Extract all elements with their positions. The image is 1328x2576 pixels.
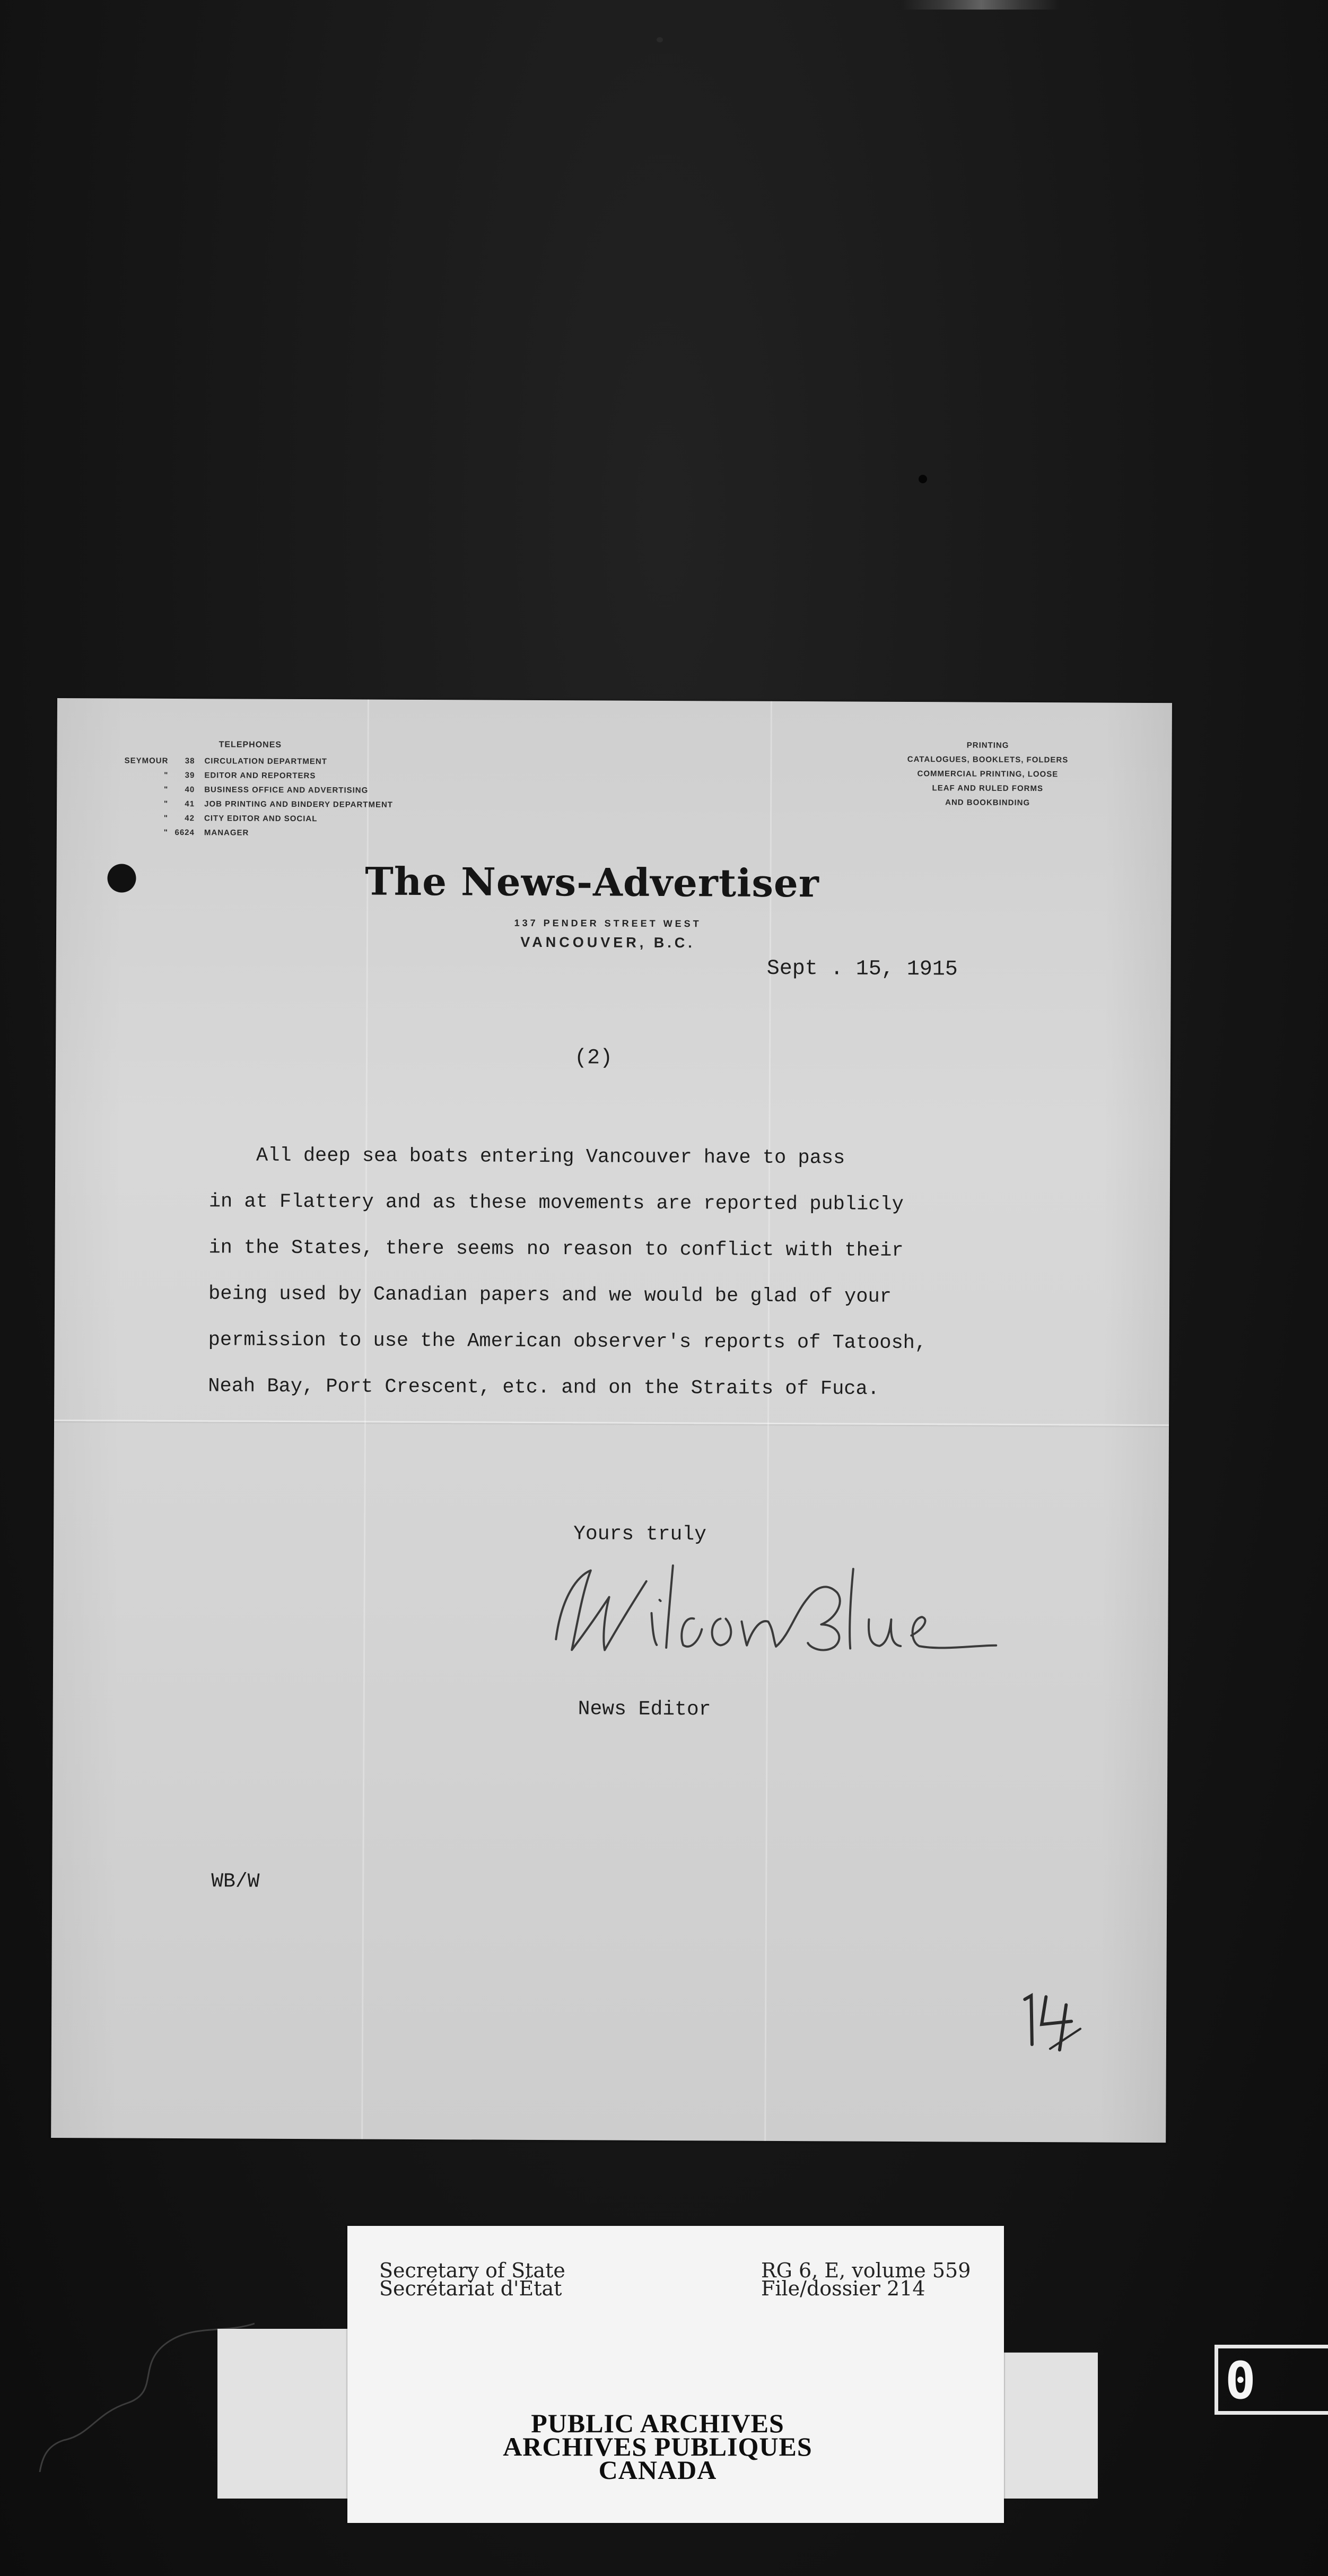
department-english: Secretary of State [379, 2259, 565, 2282]
printing-heading: PRINTING [966, 741, 1009, 750]
department-french: Secrétariat d'État [379, 2277, 562, 2300]
telephone-exchange: " [164, 785, 169, 794]
body-line: in the States, there seems no reason to conflict with their [208, 1237, 904, 1262]
telephone-number: 41 [185, 799, 195, 809]
telephone-number: 6624 [174, 828, 195, 838]
printing-line: LEAF AND RULED FORMS [932, 784, 1044, 794]
telephone-department: BUSINESS OFFICE AND ADVERTISING [204, 785, 369, 795]
telephone-entry [112, 753, 484, 769]
telephone-entry [112, 825, 484, 841]
record-group-reference: RG 6, E, volume 559 [761, 2259, 971, 2282]
printing-line: COMMERCIAL PRINTING, LOOSE [917, 769, 1059, 779]
telephone-exchange: SEYMOUR [124, 756, 169, 765]
file-reference: File/dossier 214 [761, 2277, 925, 2300]
telephone-exchange: " [164, 770, 169, 780]
body-line: permission to use the American observer's reports of Tatoosh, [208, 1329, 927, 1355]
punch-hole [107, 864, 136, 892]
telephones-heading: TELEPHONES [219, 740, 282, 750]
printing-line: CATALOGUES, BOOKLETS, FOLDERS [907, 754, 1069, 765]
telephone-department: MANAGER [204, 828, 249, 838]
telephone-entry [112, 811, 484, 826]
dust-speck [657, 37, 663, 42]
fold-line [54, 1420, 1169, 1426]
body-line: All deep sea boats entering Vancouver have to pass [209, 1144, 845, 1170]
telephone-directory [112, 739, 484, 841]
page-number: (2) [574, 1046, 613, 1071]
city-address: VANCOUVER, B.C. [520, 934, 695, 951]
letterhead-address [459, 917, 756, 951]
telephone-exchange: " [163, 813, 169, 823]
letter-sheet [51, 698, 1172, 2143]
printing-services [876, 738, 1099, 811]
dust-speck [919, 475, 927, 483]
letter-body [208, 1133, 928, 1413]
body-line: Neah Bay, Port Crescent, etc. and on the Straits of Fuca. [208, 1375, 880, 1400]
film-edge-streak [902, 0, 1061, 10]
body-line: being used by Canadian papers and we would be glad of your [208, 1283, 892, 1308]
letter-date: Sept . 15, 1915 [766, 956, 958, 982]
frame-counter: 0 [1225, 2351, 1256, 2410]
telephone-exchange: " [163, 828, 168, 837]
telephone-number: 39 [185, 771, 195, 780]
archives-stamp [217, 2408, 1098, 2485]
stamp-line-country: CANADA [598, 2455, 717, 2485]
telephone-number: 42 [185, 814, 195, 823]
fold-line [361, 700, 369, 2139]
telephone-number: 40 [185, 785, 195, 795]
body-line: in at Flattery and as these movements are reported publicly [208, 1190, 904, 1216]
telephone-department: JOB PRINTING AND BINDERY DEPARTMENT [204, 799, 394, 810]
stamp-line-french: ARCHIVES PUBLIQUES [503, 2432, 812, 2461]
telephone-department: EDITOR AND REPORTERS [204, 771, 316, 781]
telephone-entry [112, 796, 484, 812]
telephone-department: CITY EDITOR AND SOCIAL [204, 814, 318, 824]
telephone-exchange: " [163, 799, 169, 808]
telephone-number: 38 [185, 756, 195, 766]
letter-closing: Yours truly [573, 1522, 707, 1546]
printing-line: AND BOOKBINDING [945, 798, 1030, 808]
telephone-entry [112, 768, 484, 784]
newspaper-masthead: The News-Advertiser [365, 858, 819, 906]
signer-title: News Editor [578, 1698, 711, 1721]
typist-initials: WB/W [211, 1870, 260, 1893]
telephone-entry [112, 782, 484, 798]
stamp-line-english: PUBLIC ARCHIVES [531, 2408, 784, 2438]
handwritten-signature [540, 1549, 1007, 1689]
telephone-department: CIRCULATION DEPARTMENT [204, 756, 327, 767]
handwritten-page-number [1009, 1975, 1089, 2056]
fold-line [764, 701, 772, 2141]
street-address: 137 PENDER STREET WEST [514, 917, 702, 929]
